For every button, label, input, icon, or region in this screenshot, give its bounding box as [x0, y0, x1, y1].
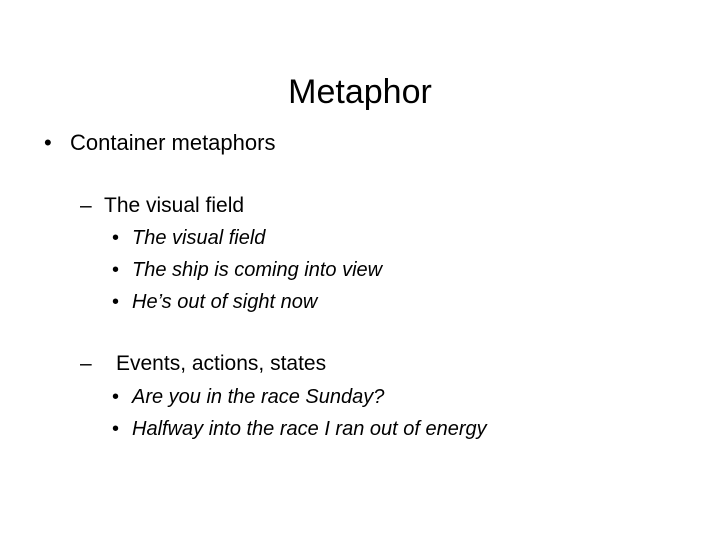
- bullet-marker: •: [112, 418, 120, 440]
- bullet-text: Container metaphors: [70, 130, 276, 155]
- dash-marker: –: [80, 194, 92, 217]
- bullet-marker: •: [112, 386, 120, 408]
- list-item: [112, 383, 384, 411]
- subheading-text: Events, actions, states: [116, 352, 327, 375]
- bullet-marker: •: [112, 259, 120, 281]
- subheading-visual-field: [80, 192, 244, 220]
- list-item: [112, 256, 382, 284]
- subheading-text: The visual field: [104, 194, 245, 217]
- slide-title-text: Metaphor: [288, 73, 432, 111]
- bullet-marker: •: [112, 227, 120, 249]
- dash-marker: –: [80, 352, 92, 375]
- slide-title: [0, 72, 720, 112]
- list-item-text: The ship is coming into view: [132, 259, 383, 281]
- bullet-marker: •: [112, 291, 120, 313]
- list-item-text: Halfway into the race I ran out of energy: [132, 418, 487, 440]
- list-item: [112, 415, 487, 443]
- list-item-text: The visual field: [132, 227, 266, 249]
- list-item: [112, 288, 317, 316]
- bullet-container-metaphors: [44, 128, 275, 158]
- bullet-marker: •: [44, 130, 52, 155]
- list-item-text: Are you in the race Sunday?: [132, 386, 385, 408]
- subheading-events-actions-states: [80, 350, 326, 378]
- list-item: [112, 224, 265, 252]
- list-item-text: He’s out of sight now: [132, 291, 318, 313]
